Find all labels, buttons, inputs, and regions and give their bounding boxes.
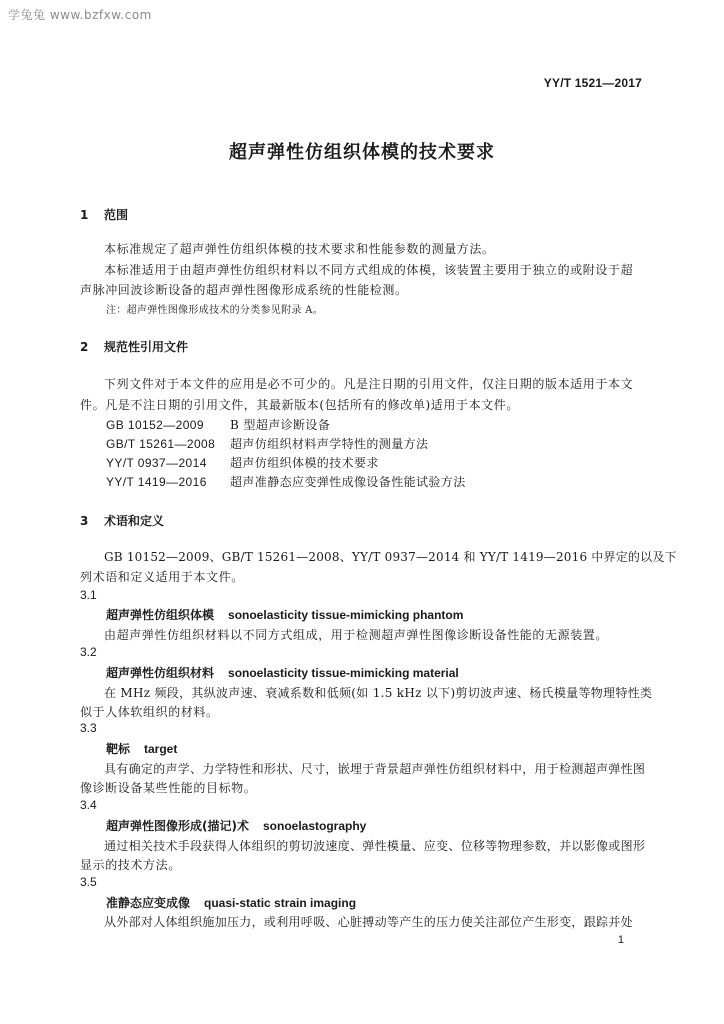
clause-number: 3.5 (80, 875, 97, 889)
term-entry (106, 740, 177, 757)
paragraph-continuation: 件。凡是不注日期的引用文件，其最新版本(包括所有的修改单)适用于本文件。 (80, 398, 519, 412)
section-title: 术语和定义 (104, 514, 165, 528)
term-en: sonoelastography (262, 819, 367, 833)
section-number: 2 (80, 340, 89, 354)
page-number: 1 (617, 934, 624, 946)
section-1-heading (80, 206, 128, 223)
term-zh: 超声弹性图像形成(描记)术 (106, 819, 249, 833)
clause-number: 3.1 (80, 588, 97, 602)
term-en: quasi-static strain imaging (204, 896, 357, 910)
section-number: 3 (80, 514, 89, 528)
term-entry (106, 606, 463, 623)
definition: 在 MHz 频段，其纵波声速、衰减系数和低频(如 1.5 kHz 以下)剪切波声速、杨氏模量等物理特性类 (104, 686, 653, 700)
page-title: 超声弹性仿组织体模的技术要求 (229, 142, 495, 163)
reference-item (106, 435, 428, 452)
reference-code: GB/T 15261—2008 (106, 437, 216, 451)
term-entry (106, 817, 366, 834)
term-zh: 超声弹性仿组织材料 (106, 666, 215, 680)
reference-code: GB 10152—2009 (106, 418, 204, 432)
term-entry (106, 664, 459, 681)
note: 注：超声弹性图像形成技术的分类参见附录 A。 (106, 305, 323, 316)
paragraph-continuation: 声脉冲回波诊断设备的超声弹性图像形成系统的性能检测。 (80, 283, 408, 297)
clause-number: 3.2 (80, 645, 97, 659)
definition: 从外部对人体组织施加压力，或利用呼吸、心脏搏动等产生的压力使关注部位产生形变，跟踪并处 (104, 915, 633, 929)
watermark: 学兔兔 www.bzfxw.com (8, 8, 152, 22)
paragraph: 本标准规定了超声弹性仿组织体模的技术要求和性能参数的测量方法。 (104, 242, 495, 256)
section-number: 1 (80, 208, 89, 222)
paragraph: GB 10152—2009、GB/T 15261—2008、YY/T 0937—2014 和 YY/T 1419—2016 中界定的以及下 (104, 550, 677, 564)
paragraph: 本标准适用于由超声弹性仿组织材料以不同方式组成的体模，该装置主要用于独立的或附设于超 (104, 263, 634, 277)
section-title: 规范性引用文件 (104, 340, 189, 354)
term-zh: 靶标 (106, 742, 131, 756)
reference-title: 超声准静态应变弹性成像设备性能试验方法 (230, 475, 466, 489)
term-en: target (144, 742, 178, 756)
term-entry (106, 894, 356, 911)
definition-continuation: 像诊断设备某些性能的目标物。 (80, 781, 257, 795)
term-zh: 准静态应变成像 (106, 896, 191, 910)
paragraph: 下列文件对于本文件的应用是必不可少的。凡是注日期的引用文件，仅注日期的版本适用于本文 (104, 377, 634, 391)
clause-number: 3.3 (80, 721, 97, 735)
reference-title: 超声仿组织材料声学特性的测量方法 (230, 437, 429, 451)
definition-continuation: 似于人体软组织的材料。 (80, 705, 219, 719)
section-3-heading (80, 512, 164, 529)
section-title: 范围 (104, 208, 129, 222)
definition: 具有确定的声学、力学特性和形状、尺寸，嵌埋于背景超声弹性仿组织材料中，用于检测超声弹性图 (104, 762, 646, 776)
reference-item (106, 416, 330, 433)
term-en: sonoelasticity tissue-mimicking phantom (228, 608, 464, 622)
definition: 由超声弹性仿组织材料以不同方式组成，用于检测超声弹性图像诊断设备性能的无源装置。 (104, 628, 609, 642)
reference-title: B 型超声诊断设备 (230, 418, 331, 432)
section-2-heading (80, 338, 188, 355)
reference-code: YY/T 0937—2014 (106, 456, 207, 470)
definition: 通过相关技术手段获得人体组织的剪切波速度、弹性模量、应变、位移等物理参数，并以影像或图形 (104, 839, 646, 853)
definition-continuation: 显示的技术方法。 (80, 858, 181, 872)
paragraph-continuation: 列术语和定义适用于本文件。 (80, 570, 244, 584)
standard-number: YY/T 1521—2017 (543, 76, 642, 90)
reference-item (106, 454, 379, 471)
term-en: sonoelasticity tissue-mimicking material (228, 666, 459, 680)
term-zh: 超声弹性仿组织体模 (106, 608, 215, 622)
clause-number: 3.4 (80, 798, 97, 812)
reference-title: 超声仿组织体模的技术要求 (230, 456, 379, 470)
reference-item (106, 473, 466, 490)
reference-code: YY/T 1419—2016 (106, 475, 207, 489)
